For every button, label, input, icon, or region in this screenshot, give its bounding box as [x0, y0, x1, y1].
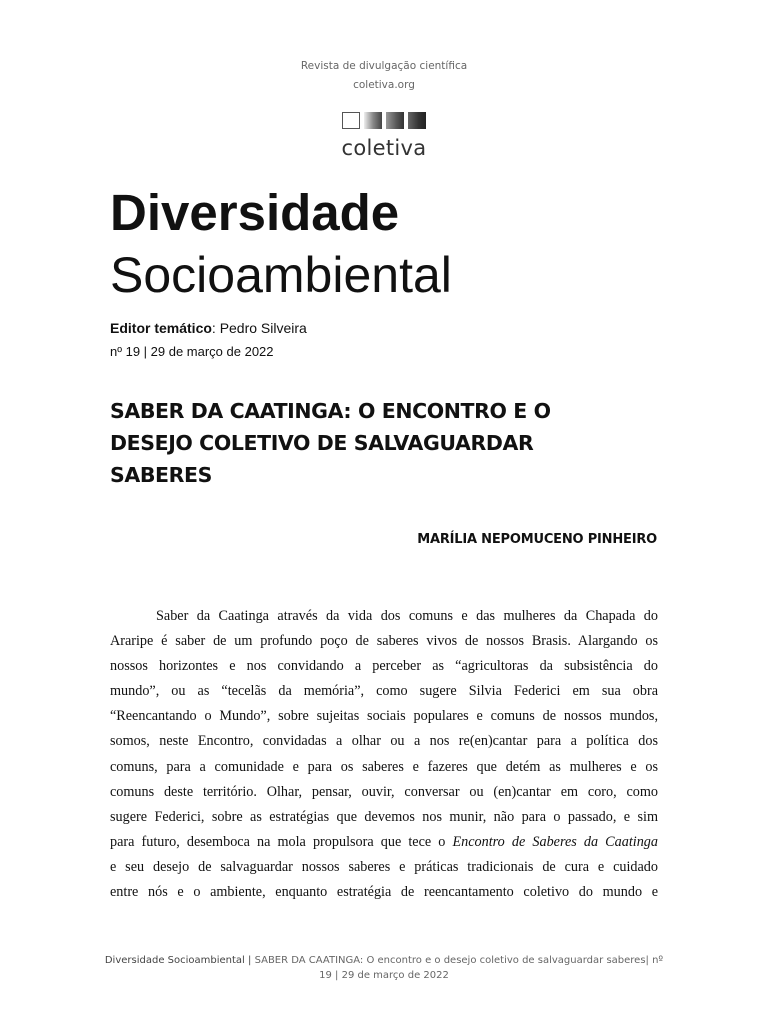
coletiva-logo-icon — [342, 112, 426, 130]
editor-separator: : — [211, 320, 220, 336]
body-line: comuns, para a comunidade e para os saberes e fazeres que detém as mulheres e os — [110, 758, 658, 775]
editor-label: Editor temático — [110, 320, 212, 336]
article-title-line: SABER DA CAATINGA: O ENCONTRO E O — [110, 399, 551, 423]
article-title — [110, 395, 670, 491]
body-line: entre nós e o ambiente, enquanto estratégia de reencantamento coletivo do mundo e — [110, 884, 658, 901]
event-name-italic: Encontro de Saberes da Caatinga — [452, 833, 658, 850]
article-title-line: SABERES — [110, 463, 213, 487]
body-line: nossos horizontes e nos convidando a perceber as “agricultoras da subsistência do — [110, 658, 658, 675]
editor-name: Pedro Silveira — [219, 320, 307, 336]
body-line: mundo”, ou as “tecelãs da memória”, como sugere Silvia Federici em sua obra — [110, 683, 658, 700]
body-line: Araripe é saber de um profundo poço de saberes vivos de nossos Brasis. Alargando os — [110, 633, 658, 650]
body-line-prefix: para futuro, desemboca na mola propulsora que tece o — [110, 833, 453, 850]
body-line: sugere Federici, sobre as estratégias que devemos nos munir, não para o passado, e sim — [110, 808, 658, 825]
footer-citation: SABER DA CAATINGA: O encontro e o desejo coletivo de salvaguardar saberes| nº 19 | 29 de março de 2022 — [251, 955, 664, 981]
body-line: “Reencantando o Mundo”, sobre sujeitas sociais populares e comuns de nossos mundos, — [110, 708, 658, 725]
issue-title-line1: Diversidade — [110, 184, 400, 241]
issue-info: nº 19 | 29 de março de 2022 — [110, 344, 274, 359]
body-line-with-italic — [110, 830, 658, 855]
article-author: MARÍLIA NEPOMUCENO PINHEIRO — [417, 532, 657, 547]
body-line: comuns deste território. Olhar, pensar, ouvir, conversar ou (en)cantar em coro, como — [110, 783, 658, 800]
page-footer — [100, 953, 668, 983]
body-line: somos, neste Encontro, convidadas a olhar ou a nos re(en)cantar para a política dos — [110, 733, 658, 750]
issue-title-line2: Socioambiental — [110, 247, 452, 303]
article-body — [110, 604, 658, 905]
body-line: Saber da Caatinga através da vida dos comuns e das mulheres da Chapada do — [156, 608, 658, 624]
body-line: e seu desejo de salvaguardar nossos saberes e práticas tradicionais de cura e cuidado — [110, 858, 658, 875]
journal-website: coletiva.org — [353, 79, 415, 91]
article-title-line: DESEJO COLETIVO DE SALVAGUARDAR — [110, 431, 534, 455]
editor-credit — [110, 320, 307, 336]
footer-journal: Diversidade Socioambiental | — [104, 955, 252, 966]
coletiva-logo-wordmark: coletiva — [341, 136, 427, 160]
journal-tagline: Revista de divulgação científica — [300, 60, 468, 72]
